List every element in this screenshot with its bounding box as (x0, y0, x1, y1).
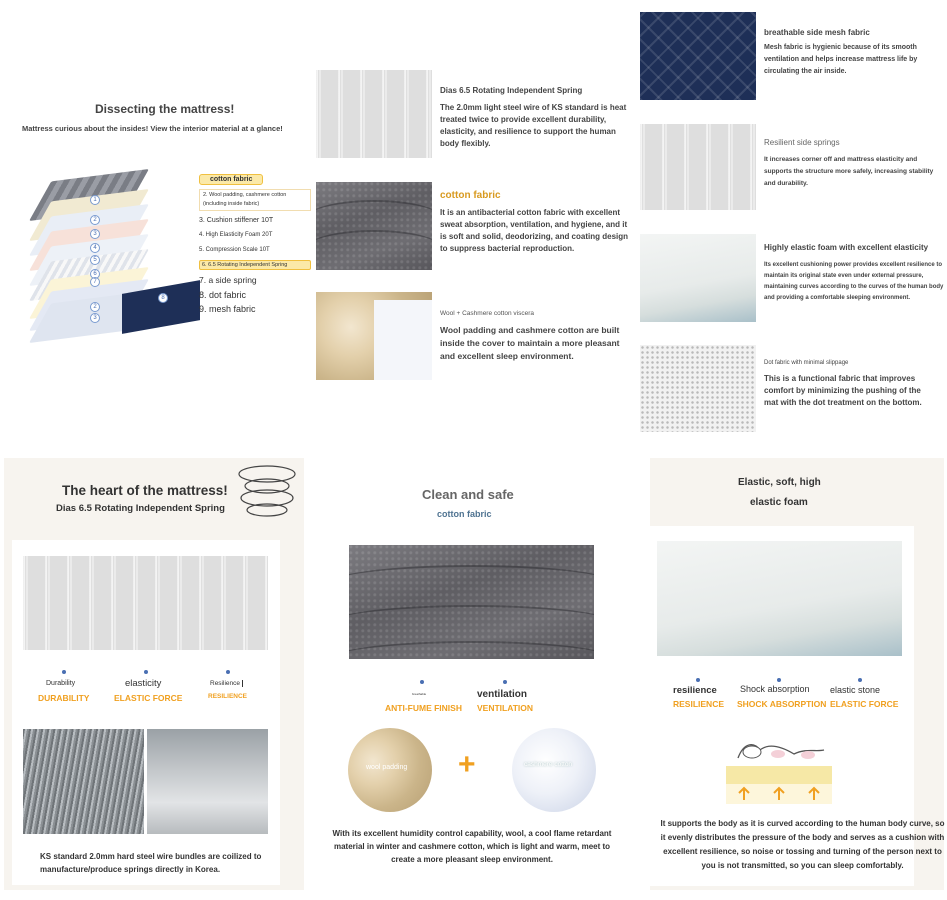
layer-label: 2. Wool padding, cashmere cotton (including inside fabric) (199, 189, 311, 211)
mesh-fabric-photo (640, 12, 756, 100)
feature-desc: This is a functional fabric that improves comfort by minimizing the pushing of the mat with the dot treatment on the bottom. (764, 374, 922, 407)
attr-dot (144, 670, 148, 674)
feature-title: cotton fabric (440, 190, 501, 201)
layer-number: 2 (90, 215, 100, 225)
feature-title: Resilient side springs (764, 138, 840, 147)
layer-number: 3 (90, 313, 100, 323)
clean-caption: With its excellent humidity control capability, wool, a cool flame retardant material in winter and cashmere cotton, which is light and warm, meet to create a more pleasant sleep environment. (332, 829, 612, 864)
attr-dot (503, 680, 507, 684)
elastic-foam-photo (657, 541, 902, 656)
feature-desc: Wool padding and cashmere cotton are built inside the cover to maintain a more pleasant and excellent sleep environment. (440, 325, 620, 361)
attr-dot (226, 670, 230, 674)
layer-number: 2 (90, 302, 100, 312)
attr-label: resilience (673, 685, 717, 696)
feature-desc: Mesh fabric is hygienic because of its smooth ventilation and helps increase mattress life by circulating the air inside. (764, 44, 918, 75)
attr-label: Shock absorption (740, 684, 810, 694)
feature-title: Dias 6.5 Rotating Independent Spring (440, 86, 583, 95)
dissect-subtitle: Mattress curious about the insides! View the interior material at a glance! (22, 124, 283, 133)
attr-en: ELASTIC FORCE (830, 699, 899, 709)
circle-label: wool padding (366, 764, 408, 771)
cotton-fabric-photo (316, 182, 432, 270)
clean-title: Clean and safe (422, 487, 514, 502)
heart-subtitle: Dias 6.5 Rotating Independent Spring (56, 503, 225, 514)
attr-en: ANTI-FUME FINISH (385, 703, 462, 713)
high-elastic-foam-photo (640, 234, 756, 322)
attr-en: RESILIENCE (208, 693, 248, 700)
attr-label: elastic stone (830, 685, 881, 695)
attr-en: RESILIENCE (673, 699, 725, 709)
feature-title: Highly elastic foam with excellent elasticity (764, 243, 929, 252)
layer-number: 4 (90, 243, 100, 253)
feature-title: Dot fabric with minimal slippage (764, 360, 849, 366)
dissect-title: Dissecting the mattress! (95, 102, 235, 116)
independent-spring-photo (316, 70, 432, 158)
dot-fabric-photo (640, 345, 756, 432)
spring-factory-photo (147, 729, 268, 834)
feature-title: breathable side mesh fabric (764, 28, 870, 37)
foam-title: Elastic, soft, high (738, 477, 821, 488)
layer-label: 3. Cushion stiffener 10T (199, 217, 274, 224)
attr-dot (858, 678, 862, 682)
layer-list (199, 168, 311, 314)
heart-caption: KS standard 2.0mm hard steel wire bundles are coilized to manufacture/produce springs directly in Korea. (40, 852, 262, 874)
layer-label: 7. a side spring (199, 275, 257, 285)
attr-dot (777, 678, 781, 682)
exploded-mattress-diagram (18, 165, 198, 335)
wool-padding-circle (348, 728, 432, 812)
layer-label: 8. dot fabric (199, 290, 247, 300)
clean-subtitle: cotton fabric (437, 509, 492, 519)
attr-en: VENTILATION (477, 703, 534, 713)
layer-number: 1 (90, 195, 100, 205)
attr-label: elasticity (125, 678, 162, 689)
layer-label-highlight: 6. 6.5 Rotating Independent Spring (199, 260, 311, 270)
body-support-illustration (724, 728, 834, 806)
attr-dot (420, 680, 424, 684)
layer-label: 4. High Elasticity Foam 20T (199, 232, 273, 238)
feature-desc: It increases corner off and mattress elasticity and supports the structure more safely, increasing stability and durability. (764, 156, 934, 187)
plus-sign: + (458, 748, 476, 781)
attr-en: ELASTIC FORCE (114, 693, 183, 703)
attr-label: breathable (412, 692, 427, 696)
layer-number: 7 (90, 277, 100, 287)
layer-number: 5 (90, 255, 100, 265)
foam-caption: It supports the body as it is curved according to the human body curve, so it evenly distributes the pressure of the body and serves as a cushion with excellent resilience, so noise or tossing and turning of the person next to you is not transmitted, so you can sleep comfortably. (660, 819, 945, 870)
layer-number: 8 (158, 293, 168, 303)
cashmere-cotton-circle (512, 728, 596, 812)
attr-label: Durability (46, 680, 76, 687)
foam-title: elastic foam (750, 497, 808, 508)
attr-en: SHOCK ABSORPTION (737, 699, 827, 709)
layer-label-highlight: cotton fabric (199, 174, 263, 185)
heart-title: The heart of the mattress! (62, 483, 228, 498)
layer-label: 5. Compression Scale 10T (199, 247, 270, 253)
attr-label: Resilience (210, 680, 243, 687)
cotton-fabric-closeup (349, 545, 594, 659)
side-spring-photo (640, 124, 756, 210)
steel-wire-photo (23, 729, 144, 834)
attr-label: ventilation (477, 689, 528, 700)
feature-title: Wool + Cashmere cotton viscera (440, 310, 534, 317)
layer-number: 3 (90, 229, 100, 239)
feature-desc: Its excellent cushioning power provides excellent resilience to maintain its original state even under external pressure, maintaining curves according to the curves of the human body and providing a comfortable sleeping environment. (764, 262, 944, 301)
attr-dot (62, 670, 66, 674)
feature-desc: The 2.0mm light steel wire of KS standard is heat treated twice to provide excellent durability, elasticity, and resilience to support the human body flexibly. (440, 103, 627, 148)
pocket-spring-photo (23, 556, 268, 650)
circle-label: cashmere cotton (524, 761, 573, 768)
coil-spring-illustration (232, 462, 302, 522)
feature-desc: It is an antibacterial cotton fabric with excellent sweat absorption, ventilation, and hygiene, and it is soft and solid, deodorizing, and coating design to suppress bacterial reproduction. (440, 208, 629, 253)
attr-dot (696, 678, 700, 682)
wool-cashmere-photo (316, 292, 432, 380)
layer-number: 6 (90, 269, 100, 279)
attr-en: DURABILITY (38, 693, 90, 703)
layer-label: 9. mesh fabric (199, 304, 256, 314)
